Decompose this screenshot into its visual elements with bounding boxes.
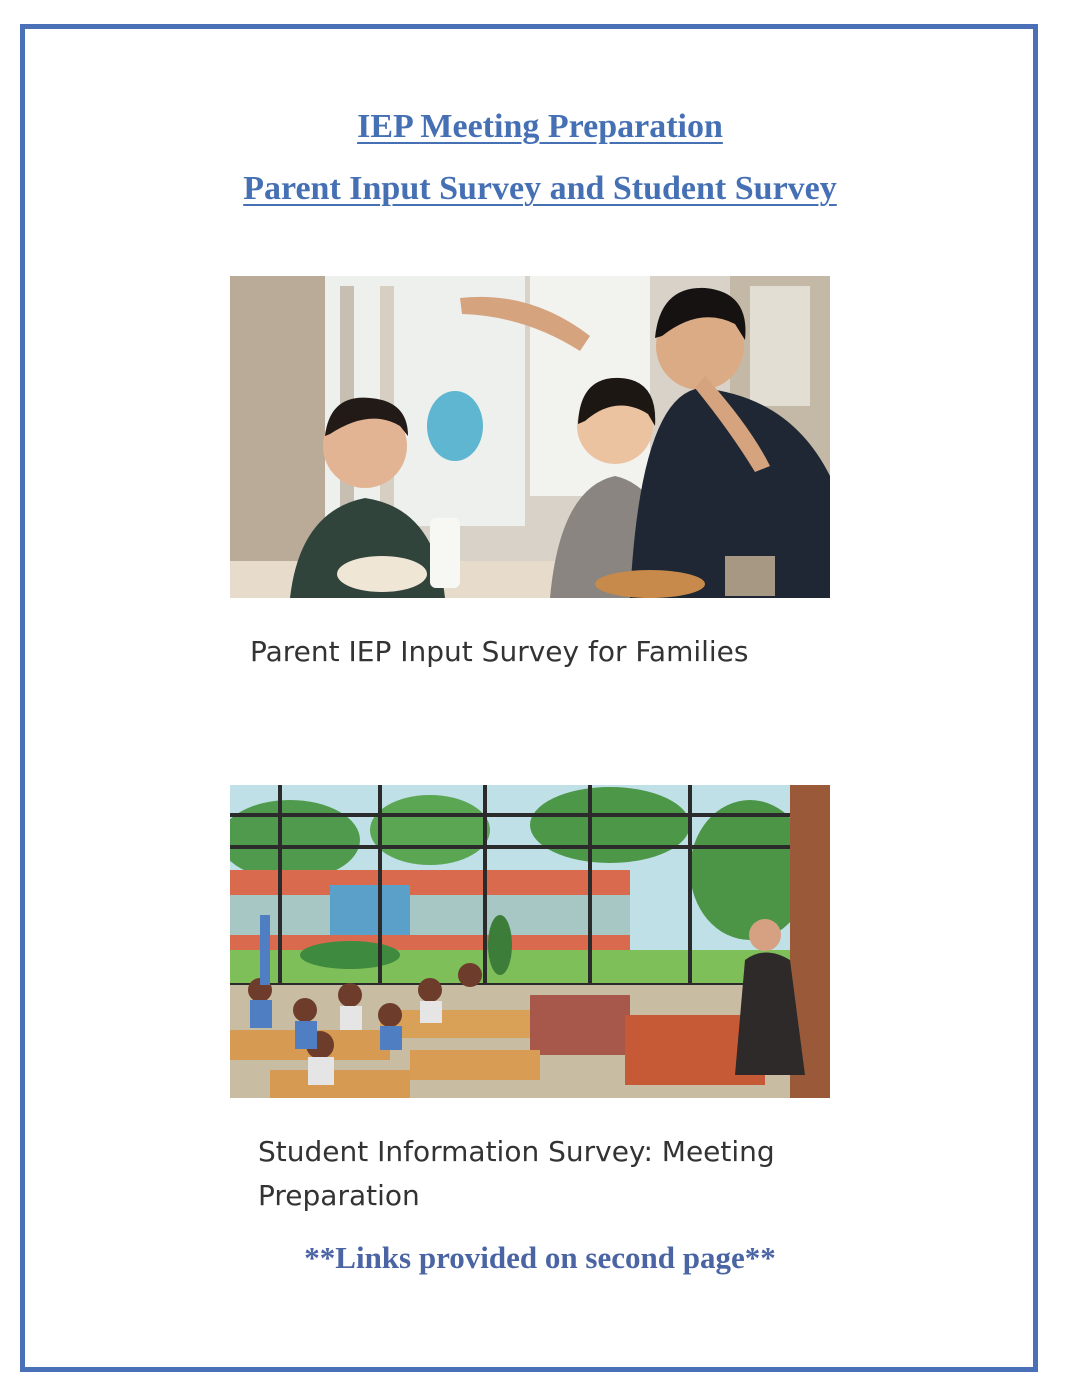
student-survey-caption: Student Information Survey: Meeting Preparation [258,1135,775,1212]
classroom-illustration [230,785,830,1098]
page-title: IEP Meeting Preparation [357,108,723,145]
links-note: **Links provided on second page** [304,1240,776,1275]
parent-survey-caption: Parent IEP Input Survey for Families [250,635,749,668]
page-subtitle: Parent Input Survey and Student Survey [243,170,837,207]
family-breakfast-photo [230,276,830,598]
